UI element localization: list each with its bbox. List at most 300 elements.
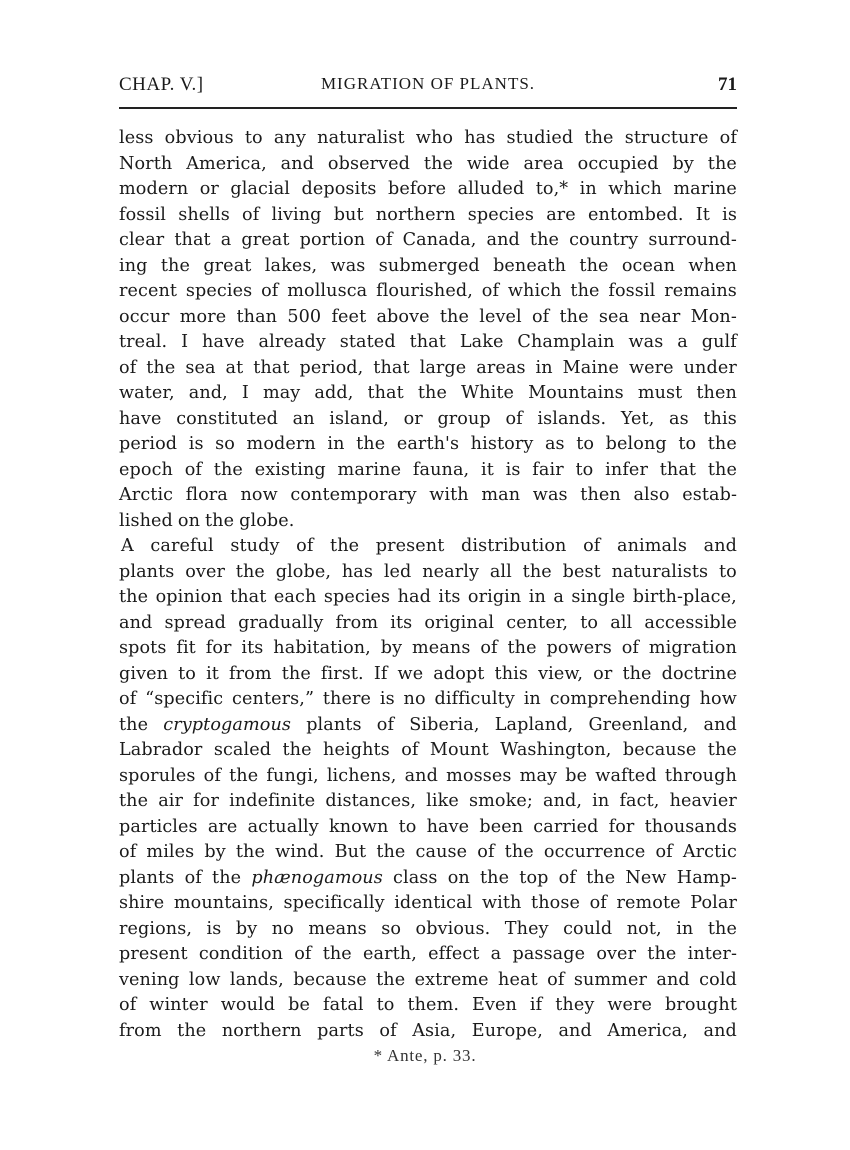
word: heights: [323, 740, 390, 760]
word: condition: [198, 944, 284, 964]
word: alluded: [457, 179, 525, 199]
word: the: [417, 383, 447, 403]
word: man: [481, 485, 521, 505]
text-line: [119, 381, 737, 407]
word: smoke;: [469, 791, 533, 811]
word: distances,: [325, 791, 417, 811]
word: studied: [506, 128, 574, 148]
word: specifically: [283, 893, 385, 913]
word: I: [181, 332, 189, 352]
word: occupied: [577, 153, 659, 174]
word: from: [119, 1020, 162, 1041]
word: fossil: [608, 281, 656, 301]
word: to: [718, 561, 737, 582]
word: It: [695, 204, 710, 225]
word: with: [429, 485, 469, 505]
word: estab-: [682, 485, 737, 505]
word: have: [202, 332, 245, 352]
word: flora: [185, 485, 228, 505]
word: been: [479, 816, 524, 837]
word: A: [121, 536, 134, 556]
word: deposits: [301, 179, 377, 199]
word: ocean: [621, 255, 676, 276]
word: the: [570, 281, 600, 301]
word: difficulty: [434, 689, 515, 709]
word: could: [563, 918, 613, 939]
word: brought: [665, 995, 737, 1015]
word: we: [397, 663, 424, 684]
word: means: [308, 918, 367, 939]
word: scaled: [213, 740, 272, 760]
word: habitation,: [273, 638, 371, 658]
text-line: [119, 713, 737, 739]
word: and: [703, 1020, 737, 1041]
word: the: [119, 714, 149, 735]
word: nearly: [422, 561, 480, 582]
word: occurrence: [543, 842, 646, 862]
word: portion: [299, 230, 366, 250]
word: effect: [428, 944, 480, 964]
word: naturalists: [611, 561, 709, 582]
word: globe,: [275, 561, 332, 582]
text-line: [119, 636, 737, 662]
word: of: [547, 969, 565, 990]
word: winter: [149, 995, 208, 1015]
word: beneath: [493, 255, 567, 276]
text-line: [119, 407, 737, 433]
word: already: [258, 332, 326, 352]
word: the: [522, 561, 552, 582]
word: them.: [407, 995, 460, 1015]
word: or: [199, 179, 219, 199]
text-line: [119, 509, 737, 535]
word: Arctic: [682, 842, 737, 862]
word: that: [174, 230, 211, 250]
text-line: [119, 458, 737, 484]
word: cold: [699, 969, 737, 990]
word: ing: [119, 255, 148, 276]
word: and: [703, 536, 737, 556]
word: or: [403, 408, 423, 429]
word: the: [235, 842, 266, 862]
word: the: [213, 459, 243, 480]
word: any: [273, 128, 306, 148]
word: belong: [605, 434, 667, 454]
text-line: [119, 279, 737, 305]
word: cryptogamous: [163, 714, 292, 735]
word: of: [296, 536, 314, 556]
word: then: [696, 383, 737, 403]
word: the: [507, 638, 537, 658]
word: level: [479, 306, 522, 327]
word: of: [477, 842, 495, 862]
word: clear: [119, 230, 165, 250]
word: Lapland,: [494, 714, 574, 735]
word: its: [438, 587, 461, 607]
word: in: [528, 587, 546, 607]
word: to,*: [535, 179, 569, 199]
word: inter-: [687, 944, 737, 964]
word: Arctic: [119, 485, 174, 505]
word: may: [262, 383, 301, 403]
word: parts: [317, 1020, 364, 1041]
word: because: [293, 969, 367, 990]
word: to: [580, 612, 599, 633]
word: spread: [164, 612, 226, 633]
text-line: [119, 126, 737, 152]
word: fauna,: [412, 459, 470, 480]
word: to: [678, 434, 697, 454]
word: a: [553, 587, 564, 607]
word: air: [158, 791, 184, 811]
word: a: [490, 944, 502, 964]
word: water,: [119, 383, 175, 403]
word: the: [707, 740, 737, 760]
word: species: [323, 587, 391, 607]
word: structure: [624, 128, 709, 148]
text-line: [119, 177, 737, 203]
word: treal.: [119, 332, 168, 352]
text-line: [119, 968, 737, 994]
text-line: [119, 585, 737, 611]
word: of: [558, 867, 576, 888]
word: modern: [246, 434, 316, 454]
word: the: [622, 663, 652, 684]
word: America,: [186, 153, 267, 174]
word: it: [481, 459, 494, 480]
word: large: [419, 357, 467, 378]
word: through: [664, 765, 737, 786]
word: Greenland,: [588, 714, 689, 735]
running-title: MIGRATION OF PLANTS.: [320, 74, 536, 93]
word: and: [119, 612, 153, 633]
text-line: [119, 840, 737, 866]
word: areas: [476, 357, 526, 378]
word: lakes,: [264, 255, 318, 276]
word: surround-: [648, 230, 737, 250]
word: northern: [221, 1020, 302, 1041]
text-line: [119, 483, 737, 509]
word: may: [519, 765, 558, 786]
word: over: [185, 561, 225, 582]
word: which: [507, 281, 562, 301]
word: how: [699, 689, 737, 709]
word: single: [571, 587, 626, 607]
word: the: [177, 1020, 207, 1041]
word: thousands: [644, 816, 737, 837]
word: and: [404, 765, 438, 786]
word: for: [193, 791, 219, 811]
word: low: [188, 969, 221, 990]
word: to: [576, 434, 595, 454]
word: Europe,: [471, 1020, 543, 1041]
word: so: [381, 918, 402, 939]
word: plants: [119, 867, 175, 888]
word: the: [376, 842, 406, 862]
word: period: [119, 434, 178, 454]
word: remains: [664, 281, 737, 301]
word: and: [280, 153, 315, 174]
word: Asia,: [412, 1020, 457, 1041]
word: phænogamous: [251, 867, 383, 888]
word: view,: [538, 663, 584, 684]
word: recent: [119, 281, 178, 301]
word: shells: [178, 204, 230, 225]
word: Labrador: [119, 740, 203, 760]
word: I: [241, 383, 249, 403]
word: of: [655, 842, 673, 862]
word: study: [230, 536, 280, 556]
word: in: [535, 357, 553, 378]
word: the: [559, 306, 589, 327]
word: wind.: [275, 842, 325, 862]
word: vening: [119, 969, 180, 990]
word: and: [703, 714, 737, 735]
word: with: [481, 893, 522, 913]
word: cause: [415, 842, 468, 862]
word: particles: [119, 816, 198, 837]
word: contemporary: [290, 485, 417, 505]
word: that: [659, 459, 697, 480]
word: when: [688, 255, 737, 276]
word: migration: [648, 638, 737, 658]
word: Hamp-: [676, 867, 737, 888]
word: the: [707, 153, 737, 174]
word: was: [330, 255, 366, 276]
word: they: [555, 995, 595, 1015]
word: of: [481, 281, 500, 301]
word: fit: [176, 638, 196, 658]
word: doctrine: [661, 663, 737, 684]
word: the: [330, 536, 360, 556]
body-text: [119, 126, 737, 1044]
word: lichens,: [326, 765, 397, 786]
word: fact,: [619, 791, 660, 811]
word: great: [241, 230, 290, 250]
word: have: [426, 816, 470, 837]
word: of: [621, 638, 640, 658]
word: and,: [543, 791, 583, 811]
word: country: [569, 230, 639, 250]
word: near: [639, 306, 681, 327]
word: the: [707, 918, 737, 939]
word: of: [184, 459, 203, 480]
word: is: [505, 459, 521, 480]
word: America,: [607, 1020, 688, 1041]
word: the: [423, 153, 454, 174]
word: from: [229, 663, 272, 684]
word: adopt: [433, 663, 485, 684]
chapter-label: CHAP. V.]: [119, 74, 204, 95]
word: of: [203, 765, 221, 786]
word: of: [184, 867, 202, 888]
word: so: [215, 434, 235, 454]
word: also: [633, 485, 670, 505]
word: observed: [327, 153, 411, 174]
word: wafted: [595, 765, 657, 786]
word: in: [327, 434, 345, 454]
word: regions,: [119, 918, 193, 939]
word: 500: [287, 306, 322, 327]
word: Mountains: [528, 383, 624, 403]
word: constituted: [176, 408, 278, 429]
word: has: [464, 128, 496, 148]
text-line: [119, 611, 737, 637]
word: then: [580, 485, 621, 505]
text-line: [119, 152, 737, 178]
word: of: [583, 536, 601, 556]
word: obvious: [164, 128, 234, 148]
word: and,: [188, 383, 228, 403]
word: flourished,: [376, 281, 473, 301]
word: sea: [185, 357, 216, 378]
word: that: [373, 357, 410, 378]
word: islands.: [537, 408, 607, 429]
word: infer: [605, 459, 648, 480]
word: centers,”: [232, 689, 315, 709]
word: living: [271, 204, 322, 225]
word: Champlain: [517, 332, 615, 352]
text-line: [119, 356, 737, 382]
word: present: [375, 536, 445, 556]
word: of: [375, 230, 393, 250]
word: led: [383, 561, 412, 582]
word: Washington,: [500, 740, 612, 760]
word: known: [328, 816, 389, 837]
word: species: [467, 204, 535, 225]
word: actually: [247, 816, 319, 837]
word: was: [628, 332, 664, 352]
word: each: [273, 587, 317, 607]
word: heat: [498, 969, 538, 990]
word: or: [593, 663, 613, 684]
word: marine: [673, 179, 737, 199]
word: by: [672, 153, 694, 174]
word: from: [335, 612, 379, 633]
word: feet: [331, 306, 367, 327]
word: mollusca: [287, 281, 368, 301]
word: to: [398, 816, 417, 837]
text-line: [119, 764, 737, 790]
word: above: [376, 306, 430, 327]
word: origin: [467, 587, 522, 607]
word: They: [504, 918, 549, 939]
word: the: [356, 434, 386, 454]
word: stated: [339, 332, 396, 352]
word: indefinite: [229, 791, 316, 811]
word: Lake: [459, 332, 504, 352]
word: history: [470, 434, 534, 454]
word: epoch: [119, 459, 173, 480]
word: “specific: [145, 689, 224, 709]
word: be: [565, 765, 588, 786]
word: the: [707, 434, 737, 454]
word: not,: [626, 918, 662, 939]
word: obvious.: [415, 918, 491, 939]
word: as: [669, 408, 689, 429]
text-line: [119, 917, 737, 943]
word: at: [225, 357, 244, 378]
word: that: [409, 332, 446, 352]
word: spots: [119, 638, 167, 658]
word: Siberia,: [409, 714, 480, 735]
page-number: 71: [718, 74, 737, 95]
word: is: [722, 204, 737, 225]
word: as: [544, 434, 565, 454]
word: all: [610, 612, 633, 633]
word: which: [608, 179, 662, 199]
word: opinion: [155, 587, 223, 607]
word: naturalist: [317, 128, 405, 148]
word: Yet,: [620, 408, 655, 429]
word: by: [235, 918, 258, 939]
word: species: [185, 281, 253, 301]
word: the: [119, 791, 149, 811]
word: be: [288, 995, 310, 1015]
word: But: [334, 842, 367, 862]
word: are: [546, 204, 576, 225]
word: of: [261, 281, 279, 301]
word: extreme: [414, 969, 489, 990]
word: carried: [533, 816, 599, 837]
word: present: [119, 944, 188, 964]
word: Mount: [429, 740, 489, 760]
word: group: [437, 408, 491, 429]
word: glacial: [230, 179, 291, 199]
text-line: [119, 432, 737, 458]
word: shire: [119, 893, 165, 913]
word: Polar: [690, 893, 737, 913]
text-line: [119, 687, 737, 713]
word: fungi,: [266, 765, 319, 786]
word: a: [677, 332, 688, 352]
word: to: [575, 459, 594, 480]
word: fatal: [322, 995, 364, 1015]
word: remote: [616, 893, 681, 913]
word: of: [119, 842, 137, 862]
text-line: [119, 815, 737, 841]
word: because: [622, 740, 697, 760]
word: marine: [337, 459, 402, 480]
word: the: [146, 357, 176, 378]
text-line: [119, 1019, 737, 1045]
word: in: [676, 918, 694, 939]
word: on: [447, 867, 470, 888]
word: mountains,: [173, 893, 274, 913]
word: fair: [532, 459, 564, 480]
word: heavier: [669, 791, 737, 811]
word: of: [505, 408, 523, 429]
word: the: [376, 969, 406, 990]
word: of: [401, 740, 419, 760]
text-line: [119, 330, 737, 356]
word: globe.: [239, 510, 295, 531]
word: island,: [329, 408, 389, 429]
text-line: [119, 203, 737, 229]
word: existing: [254, 459, 326, 480]
text-line: [119, 662, 737, 688]
word: first.: [320, 663, 364, 684]
word: a: [220, 230, 232, 250]
word: original: [424, 612, 495, 633]
word: entombed.: [588, 204, 684, 225]
word: the: [235, 561, 265, 582]
word: Mon-: [690, 306, 737, 327]
word: than: [236, 306, 278, 327]
word: no: [271, 918, 294, 939]
text-line: [119, 993, 737, 1019]
word: New: [625, 867, 667, 888]
